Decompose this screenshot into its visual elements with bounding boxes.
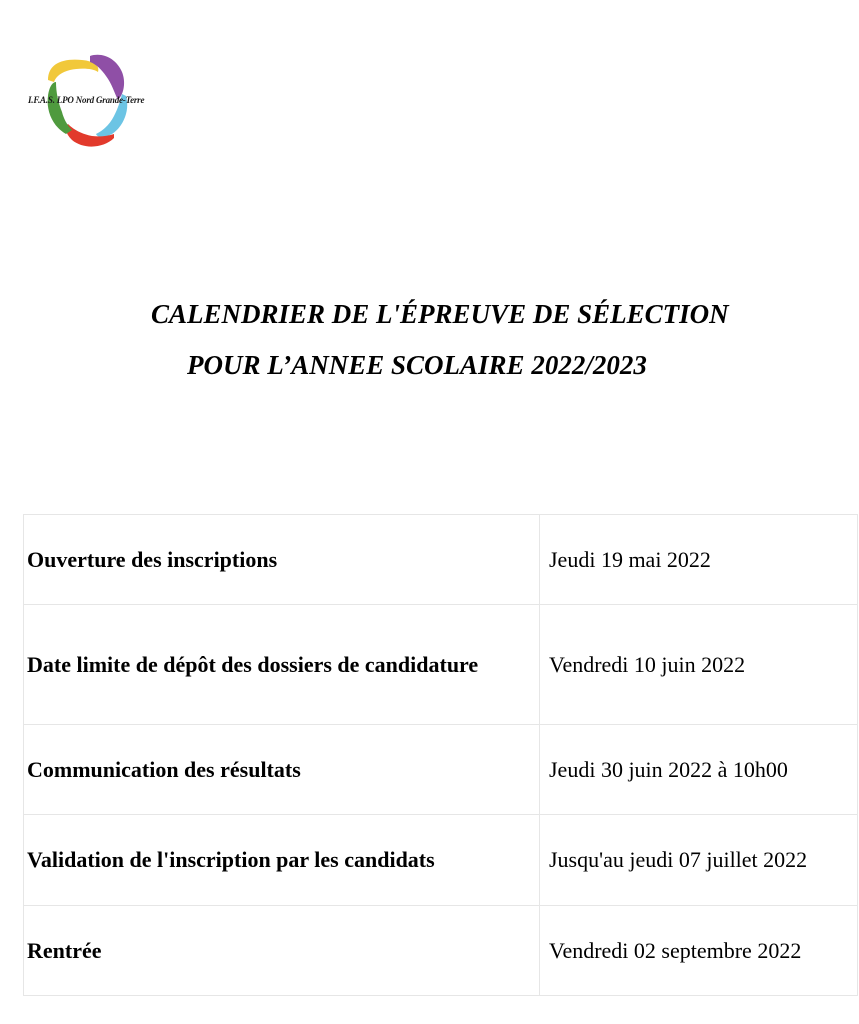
page-title-line2: POUR L’ANNEE SCOLAIRE 2022/2023: [187, 350, 647, 380]
row-value: Jeudi 30 juin 2022 à 10h00: [540, 725, 858, 815]
row-value: Jeudi 19 mai 2022: [540, 515, 858, 605]
row-label: Rentrée: [24, 906, 540, 996]
row-value: Vendredi 02 septembre 2022: [540, 906, 858, 996]
logo-text: I.F.A.S. LPO Nord Grande-Terre: [28, 95, 145, 105]
row-value: Jusqu'au jeudi 07 juillet 2022: [540, 815, 858, 906]
table-row: [24, 815, 858, 906]
table-row: [24, 605, 858, 725]
row-label: Ouverture des inscriptions: [24, 515, 540, 605]
row-label: Validation de l'inscription par les candidats: [24, 815, 540, 906]
page-title-line1: CALENDRIER DE L'ÉPREUVE DE SÉLECTION: [151, 299, 729, 329]
table-row: [24, 906, 858, 996]
row-label: Communication des résultats: [24, 725, 540, 815]
calendar-table: [23, 514, 858, 996]
row-label: Date limite de dépôt des dossiers de candidature: [24, 605, 540, 725]
table-row: [24, 515, 858, 605]
logo: [28, 50, 153, 154]
row-value: Vendredi 10 juin 2022: [540, 605, 858, 725]
table-row: [24, 725, 858, 815]
